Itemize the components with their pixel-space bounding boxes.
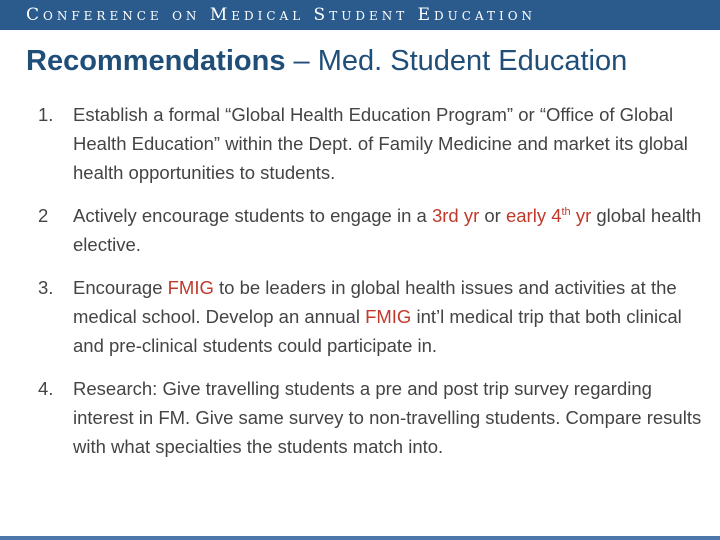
highlight-fmig: FMIG <box>167 277 214 298</box>
item-text <box>73 201 708 259</box>
title-bold: Recommendations <box>26 45 286 77</box>
list-item <box>38 273 708 360</box>
item-text-part: to be leaders in global health issues and activities at the medical school. Develop an annual <box>73 277 677 327</box>
list-item <box>38 201 708 259</box>
highlight-yr: yr <box>570 205 592 226</box>
item-text: Research: Give travelling students a pre and post trip survey regarding interest in FM. Give same survey to non-travelling students. Compare results with what specialties the students match into. <box>73 378 702 457</box>
item-number: 4. <box>38 378 54 399</box>
item-number: 2 <box>38 205 49 226</box>
highlight-3rd-yr: 3rd yr <box>431 205 480 226</box>
item-text-part: Encourage <box>73 277 168 298</box>
banner-text: Conference on Medical Student Education <box>26 5 537 25</box>
highlight-early-4th: early 4 <box>505 205 562 226</box>
item-number: 1. <box>38 104 54 125</box>
recommendations-list <box>38 100 708 475</box>
item-number: 3. <box>38 277 54 298</box>
item-text-part: global health elective. <box>73 205 702 255</box>
slide-title <box>26 41 706 81</box>
item-text-part: or <box>479 205 506 226</box>
list-item <box>38 100 708 187</box>
title-rest: – Med. Student Education <box>285 45 628 77</box>
item-text <box>73 273 708 360</box>
bottom-divider <box>0 536 720 540</box>
highlight-fmig: FMIG <box>365 306 412 327</box>
item-text-part: int’l medical trip that both clinical and pre-clinical students could participate in. <box>73 306 682 356</box>
item-text-part: Actively encourage students to engage in a <box>73 205 432 226</box>
superscript-th: th <box>561 205 571 218</box>
list-item <box>38 374 708 461</box>
conference-banner <box>0 0 720 30</box>
item-text: Establish a formal “Global Health Education Program” or “Office of Global Health Education” within the Dept. of Family Medicine and market its global health opportunities to students. <box>73 104 688 183</box>
